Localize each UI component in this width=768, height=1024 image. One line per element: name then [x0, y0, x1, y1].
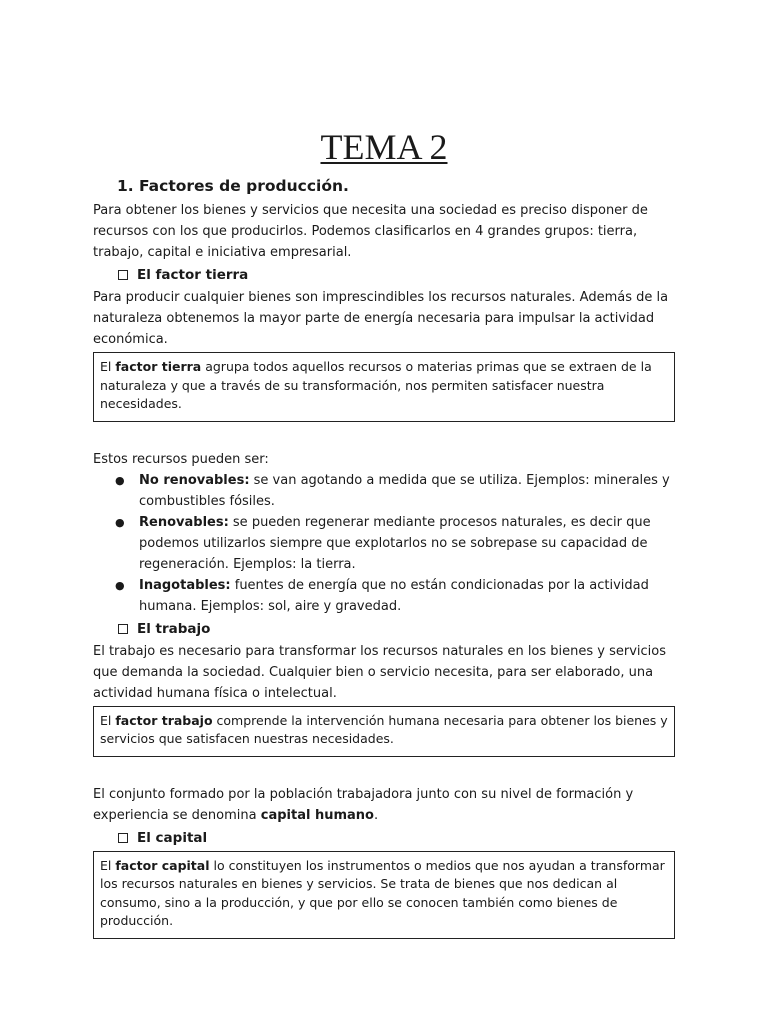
list-item-text: se pueden regenerar mediante procesos naturales, es decir que podemos utilizarlos siempre que explotarlos no se sobrepase su capacidad de regeneración. Ejemplos: la tierra. [139, 514, 651, 572]
definition-term: factor tierra [115, 359, 202, 374]
definition-text: El [100, 359, 116, 374]
subheading-capital-text: El capital [137, 829, 208, 846]
list-item [93, 512, 675, 575]
spacer [93, 422, 675, 449]
section-heading [117, 175, 675, 197]
trabajo-paragraph: El trabajo es necesario para transformar los recursos naturales en los bienes y servicios que demanda la sociedad. Cualquier bien o servicio necesita, para ser elaborado, una actividad humana física o intelectual. [93, 643, 667, 701]
trabajo-definition-box [93, 706, 675, 757]
definition-text: El [100, 712, 116, 728]
list-item-term: No renovables: [139, 472, 250, 488]
bullet-icon: ● [115, 515, 125, 529]
list-item-term: Inagotables: [139, 577, 231, 593]
subheading-trabajo [118, 618, 675, 640]
list-item-text: se van agotando a medida que se utiliza. Ejemplos: minerales y combustibles fósiles. [139, 472, 670, 509]
resource-list [93, 470, 675, 617]
list-item-text: fuentes de energía que no están condicionadas por la actividad humana. Ejemplos: sol, aire y gravedad. [139, 577, 649, 614]
definition-text: agrupa todos aquellos recursos o materias primas que se extraen de la naturaleza y que a través de su transformación, nos permiten satisfacer nuestra necesidades. [100, 359, 652, 411]
definition-term: factor trabajo [115, 712, 213, 728]
subheading-tierra [118, 264, 675, 286]
section-heading-text: Factores de producción. [139, 177, 349, 195]
paragraph-text: . [373, 807, 379, 823]
checkbox-icon [118, 833, 128, 843]
definition-text: comprende la intervención humana necesaria para obtener los bienes y servicios que satisfacen nuestras necesidades. [100, 712, 668, 746]
subheading-trabajo-text: El trabajo [137, 620, 211, 637]
definition-term: factor capital [115, 857, 210, 873]
bullet-icon: ● [115, 578, 125, 592]
checkbox-icon [118, 270, 128, 280]
paragraph-term: capital humano [260, 807, 374, 823]
list-item [93, 575, 675, 617]
list-item [93, 470, 675, 512]
definition-text: El [100, 857, 116, 873]
section-number: 1. [117, 177, 134, 195]
page-title: TEMA 2 [320, 127, 448, 167]
subheading-tierra-text: El factor tierra [137, 267, 249, 283]
checkbox-icon [118, 624, 128, 634]
tierra-paragraph: Para producir cualquier bienes son imprescindibles los recursos naturales. Además de la naturaleza obtenemos la mayor parte de energía necesaria para impulsar la actividad económica. [93, 290, 669, 347]
bullet-icon: ● [115, 473, 125, 487]
subheading-capital [118, 827, 675, 849]
tierra-list-intro: Estos recursos pueden ser: [93, 451, 269, 467]
definition-text: lo constituyen los instrumentos o medios que nos ayudan a transformar los recursos naturales en bienes y servicios. Se trata de bienes que nos dedican al consumo, sino a la producción, y que por ello se conocen también como bienes de producción. [100, 857, 665, 928]
capital-definition-box [93, 851, 675, 939]
capital-humano-paragraph [93, 784, 675, 826]
document-content [93, 124, 675, 939]
list-item-term: Renovables: [139, 514, 229, 530]
paragraph-text: El conjunto formado por la población trabajadora junto con su nivel de formación y experiencia se denomina [93, 786, 634, 823]
spacer [93, 757, 675, 784]
section-intro: Para obtener los bienes y servicios que necesita una sociedad es preciso disponer de recursos con los que producirlos. Podemos clasificarlos en 4 grandes grupos: tierra, trabajo, capital e iniciativa empresarial. [93, 203, 648, 260]
tierra-definition-box [93, 352, 675, 422]
